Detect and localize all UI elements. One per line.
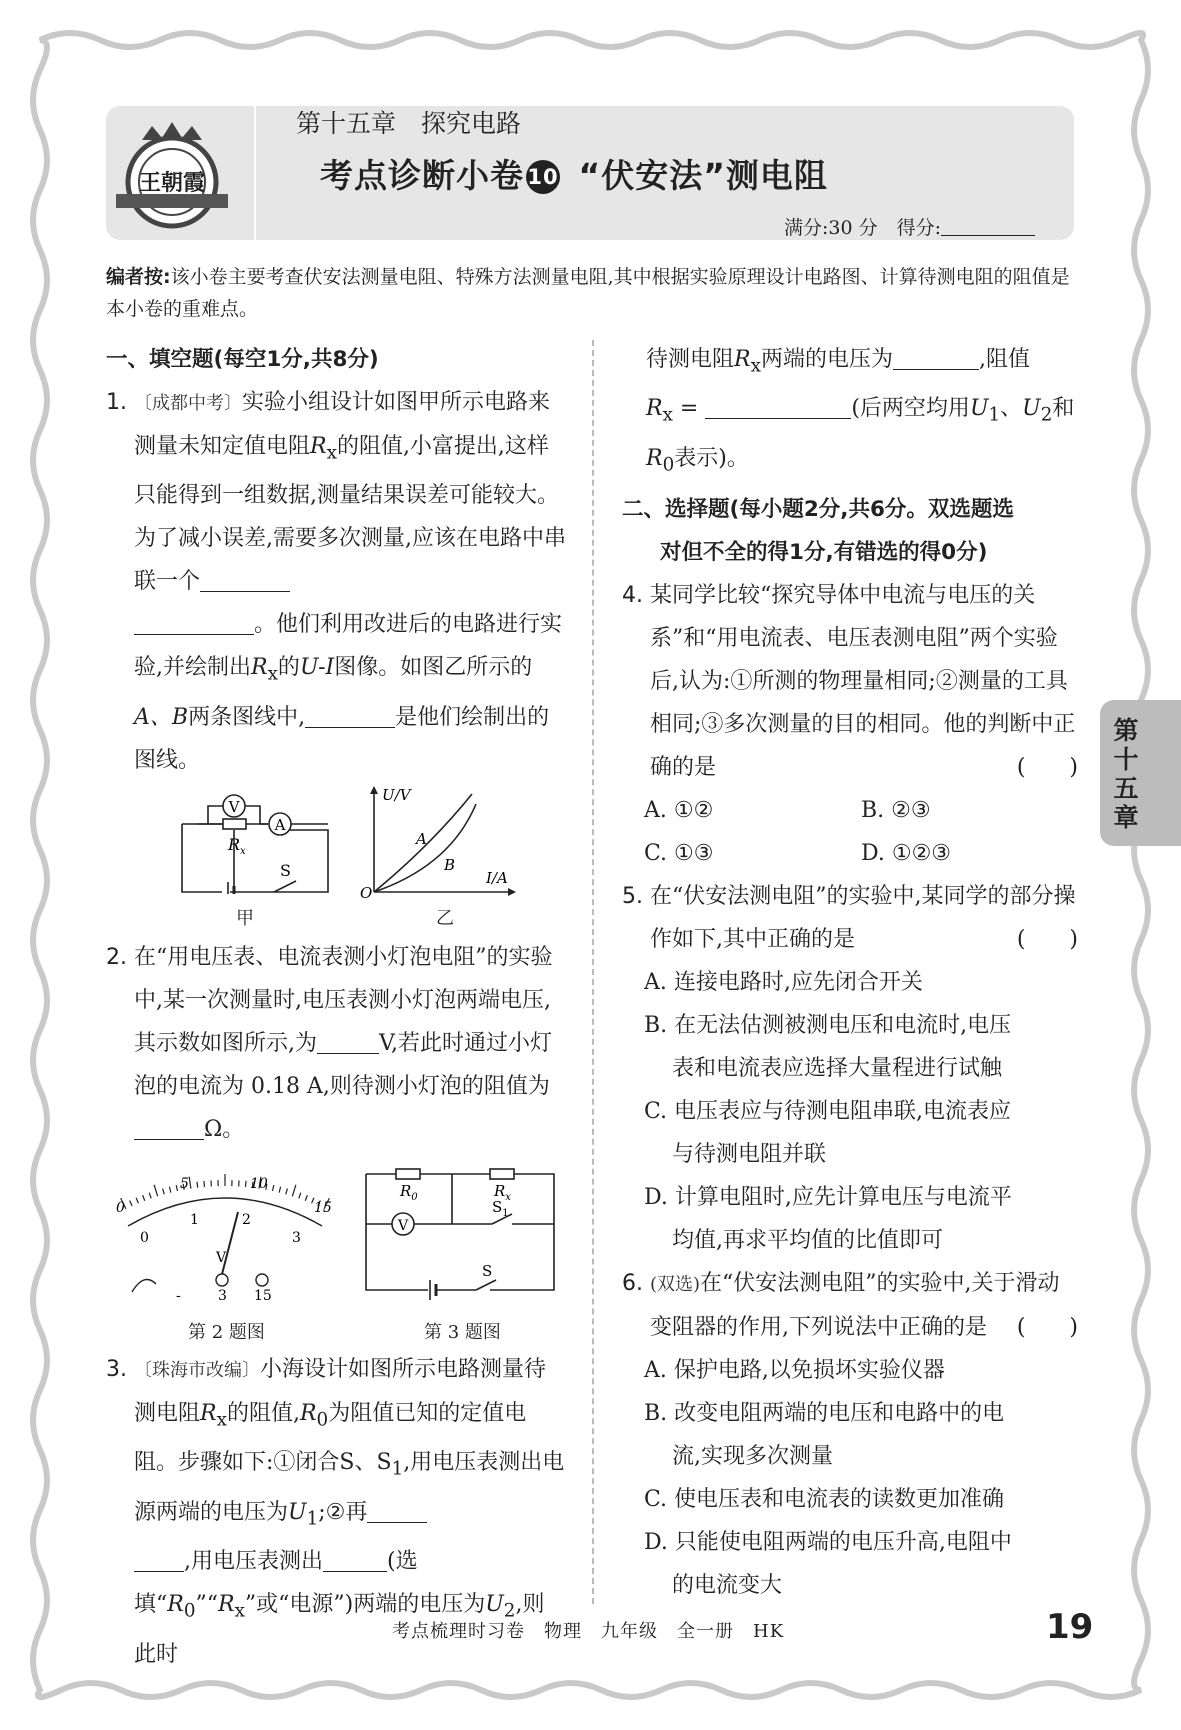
q1-caption-jia: 甲 — [236, 908, 254, 929]
q3-u2-sub: 2 — [503, 1600, 516, 1622]
yi-label-a: A — [416, 830, 427, 848]
q2-block — [106, 936, 566, 1151]
q1-ui: U-I — [299, 655, 335, 681]
q3c-r0: R — [646, 445, 663, 471]
editor-note-label: 编者按: — [106, 266, 171, 288]
q2-tick — [169, 1187, 170, 1193]
q2-tick — [189, 1177, 191, 1189]
q3-resistor-r0 — [396, 1169, 420, 1179]
q6-text — [650, 1262, 1078, 1349]
q2-scale-bottom-2: 2 — [242, 1212, 251, 1228]
yi-axis-u: U/V — [382, 786, 411, 804]
q1-t3: 。他们利用改进后的电路进行实验,并绘制出 — [134, 612, 563, 681]
score-line — [784, 213, 1035, 240]
q4-options-row2 — [622, 832, 1078, 875]
jia-voltmeter-label: V — [228, 798, 240, 816]
q2-tick — [163, 1189, 165, 1195]
q4-number: 4. — [622, 583, 643, 609]
q2-tick — [149, 1193, 151, 1199]
q2-needle — [220, 1212, 238, 1282]
q3c-rx-2: R — [646, 396, 663, 422]
q6-option-a[interactable]: A. 保护电路,以免损坏实验仪器 — [644, 1358, 945, 1384]
q3c-t2: 两端的电压为 — [760, 347, 893, 372]
q3-r-0-sub: 0 — [316, 1409, 329, 1431]
q2-number: 2. — [106, 945, 127, 970]
column-divider — [592, 340, 594, 1604]
q6-option-c[interactable]: C. 使电压表和电流表的读数更加准确 — [644, 1487, 1005, 1513]
q2-scale-arc — [128, 1198, 322, 1226]
q3-voltmeter-label: V — [397, 1218, 409, 1234]
q2-t1: 在“用电压表、电流表测小灯泡电阻”的实验中,某一次测量时,电压表测小灯泡两端电压,其示数如图所示,为 — [134, 945, 553, 1056]
q6-b1: B. 改变电阻两端的电压和电路中的电 — [644, 1401, 1005, 1427]
q2-tick — [292, 1185, 296, 1196]
q2-tick — [197, 1182, 198, 1188]
q6-stem: 在“伏安法测电阻”的实验中,关于滑动变阻器的作用,下列说法中正确的是 — [650, 1271, 1060, 1341]
q6-d1: D. 只能使电阻两端的电压升高,电阻中 — [644, 1530, 1012, 1556]
q2-t3: Ω。 — [204, 1117, 245, 1142]
q1-blank-2[interactable] — [305, 706, 395, 728]
q3-number: 3. — [106, 1357, 127, 1382]
q3-t7: (选填“ — [134, 1549, 418, 1618]
q3-t3: 为阻值已知的定值电阻。步骤如下:①闭合S、S — [134, 1401, 527, 1476]
q3-t2: 的阻值, — [226, 1401, 300, 1426]
q3-t1: 小海设计如图所示电路测量待测电阻 — [134, 1357, 547, 1426]
question-2 — [106, 936, 566, 1151]
yi-origin: O — [360, 884, 373, 898]
q3-resistor-rx — [490, 1169, 514, 1179]
q2-t2: V,若此时通过小灯泡的电流为 0.18 A,则待测小灯泡的阻值为 — [134, 1031, 553, 1099]
q3-t8: ”“ — [195, 1592, 218, 1618]
section1-title: 一、填空题(每空1分,共8分) — [106, 347, 379, 372]
logo-text: 王朝霞 — [138, 170, 206, 196]
q4-text — [650, 574, 1078, 789]
q2-terminal-label-minus: - — [176, 1288, 181, 1302]
q3-blank-4[interactable] — [705, 397, 851, 419]
q2-scale-top-15: 15 — [314, 1200, 332, 1216]
q3-u1: U — [288, 1499, 307, 1525]
q3c-u1: U — [969, 396, 989, 422]
yi-label-b: B — [444, 856, 456, 874]
q5-d1: D. 计算电阻时,应先计算电压与电流平 — [644, 1185, 1012, 1211]
yi-y-arrow — [370, 786, 378, 794]
q1-caption-yi: 乙 — [436, 908, 454, 929]
q4-option-d[interactable]: D. ①②③ — [861, 841, 952, 867]
q4-stem: 某同学比较“探究导体中电流与电压的关系”和“用电流表、电压表测电阻”两个实验后,认为:①所测的物理量相同;②测量的工具相同;③多次测量的目的相同。他的判断中正确的是 — [650, 583, 1076, 781]
jia-ammeter-label: A — [274, 816, 286, 834]
question-5 — [622, 875, 1078, 961]
q4-option-b[interactable]: B. ②③ — [861, 798, 931, 824]
q1-t7: 是他们绘制出的图线。 — [134, 704, 550, 773]
q2-tick — [286, 1189, 288, 1195]
q5-d2: 均值,再求平均值的比值即可 — [672, 1228, 943, 1254]
q6-number: 6. — [622, 1271, 643, 1297]
left-column — [106, 338, 566, 782]
q3-opt-r0-sub: 0 — [183, 1600, 196, 1622]
q2-terminal-label-15: 15 — [254, 1288, 272, 1302]
q2-tick — [154, 1185, 158, 1196]
q5-b2: 表和电流表应选择大量程进行试触 — [672, 1056, 1003, 1082]
q3c-t1: 待测电阻 — [646, 347, 735, 372]
q2-terminal-3 — [216, 1274, 228, 1286]
jia-switch-icon — [274, 881, 296, 892]
q3-t9: ”或“电源”)两端的电压为 — [244, 1592, 486, 1618]
q3c-t3: ,阻值 — [978, 347, 1030, 372]
q3-blank-3[interactable] — [893, 348, 979, 370]
q5-number: 5. — [622, 884, 643, 910]
q3-source: 〔珠海市改编〕 — [134, 1360, 260, 1381]
q2-terminal-15 — [256, 1274, 268, 1286]
q1-rx: R — [310, 434, 327, 459]
page-number: 19 — [1046, 1607, 1094, 1647]
q3-r-x: R — [200, 1401, 217, 1426]
logo-ribbon — [116, 194, 228, 208]
q3c-u1-sub: 1 — [988, 404, 1001, 426]
score-blank[interactable] — [941, 218, 1035, 236]
q2-tick — [136, 1198, 138, 1204]
q1-text — [134, 381, 566, 782]
q2-tick — [279, 1187, 280, 1193]
yi-x-arrow — [508, 888, 516, 896]
question-1 — [106, 381, 566, 782]
q3c-t4: = — [672, 396, 706, 422]
q3-wire-outer — [366, 1174, 554, 1290]
q1-rx-sub: x — [326, 442, 337, 464]
q3-label-s1: $S_1$ — [492, 1198, 509, 1219]
section2-line2: 对但不全的得1分,有错选的得0分) — [660, 540, 988, 566]
q3-u2: U — [485, 1592, 504, 1618]
q2-tick — [305, 1195, 307, 1201]
q1-t4: 的 — [277, 655, 300, 681]
q6-option-d[interactable] — [622, 1521, 1078, 1607]
q3-s1-sub: 1 — [391, 1458, 404, 1480]
q2-scale-top-0: 0 — [116, 1200, 125, 1216]
q3-continued — [622, 338, 1078, 486]
q3-blank-2[interactable] — [323, 1550, 387, 1572]
q2-scale-bottom-1: 1 — [190, 1212, 199, 1228]
q3c-t6: 、 — [1000, 396, 1023, 422]
q1-blank-1a[interactable] — [200, 570, 290, 592]
q3c-u2: U — [1022, 396, 1041, 422]
q2-terminal-minus — [132, 1280, 156, 1293]
q3c-t7: 和 — [1052, 396, 1075, 422]
jia-resistor-label: $R_x$ — [228, 835, 246, 857]
q2-tick — [130, 1200, 132, 1205]
q1-rx-2: R — [251, 655, 268, 681]
q2-caption: 第 2 题图 — [188, 1322, 265, 1343]
q1-rx-sub-2: x — [267, 663, 278, 685]
q3c-t8: 表示)。 — [674, 445, 749, 471]
quiz-number-badge: 10 — [526, 160, 560, 194]
quiz-title-suffix: “伏安法”测电阻 — [578, 156, 828, 195]
q3-r-0: R — [299, 1401, 317, 1426]
q3-opt-rx-sub: x — [234, 1600, 245, 1622]
q2-blank-1[interactable] — [317, 1032, 379, 1054]
q2-scale-top-5: 5 — [180, 1176, 189, 1192]
q1-figure-yi — [360, 786, 520, 898]
q2-scale-bottom-0: 0 — [140, 1230, 149, 1246]
q1-blank-1b[interactable] — [134, 613, 254, 635]
q2-tick — [245, 1181, 246, 1187]
right-column — [622, 338, 1078, 1607]
header-divider — [254, 106, 256, 240]
q6-tag: (双选) — [650, 1274, 701, 1296]
question-6 — [622, 1262, 1078, 1349]
q3-caption: 第 3 题图 — [424, 1322, 501, 1343]
q3c-rx-sub-2: x — [662, 404, 673, 426]
q3-u1-sub: 1 — [306, 1508, 319, 1530]
q6-answer-paren[interactable]: ( ) — [1016, 1315, 1078, 1341]
q5-option-d[interactable] — [622, 1176, 1078, 1262]
q2-voltmeter-figure — [112, 1172, 338, 1302]
q2-text — [134, 936, 566, 1151]
q1-t6: 两条图线中, — [188, 704, 306, 730]
q3c-rx: R — [734, 347, 751, 372]
q3-t10: ,则此时 — [134, 1592, 545, 1667]
footer-text: 考点梳理时习卷 物理 九年级 全一册 HK — [392, 1621, 785, 1642]
q2-tick — [143, 1195, 145, 1201]
q3-t6: ,用电压表测出 — [184, 1549, 323, 1575]
score-label: 满分:30 分 得分: — [784, 217, 942, 239]
q3c-r0-sub: 0 — [662, 454, 675, 476]
q2-unit: V — [216, 1250, 227, 1266]
q3-opt-r0: R — [167, 1592, 184, 1618]
q6-b2: 流,实现多次测量 — [672, 1444, 833, 1470]
jia-wire — [182, 824, 328, 892]
q3-opt-rx: R — [218, 1592, 235, 1618]
q3-switch-s-icon — [476, 1280, 496, 1290]
editor-note — [106, 261, 1078, 325]
q2-scale-bottom-3: 3 — [292, 1230, 301, 1246]
jia-switch-label: S — [280, 861, 291, 880]
chapter-side-tab-text: 第十五章 — [1113, 716, 1139, 832]
q2-ticks — [121, 1174, 330, 1209]
q5-option-b[interactable] — [622, 1004, 1078, 1090]
q3c-rx-sub: x — [750, 355, 761, 377]
editor-note-text: 该小卷主要考查伏安法测量电阻、特殊方法测量电阻,其中根据实验原理设计电路图、计算待测电阻的阻值是本小卷的重难点。 — [106, 266, 1070, 320]
q2-tick — [299, 1193, 301, 1199]
quiz-title — [320, 150, 828, 197]
q3c-t5: (后两空均用 — [851, 396, 970, 422]
q3c-u2-sub: 2 — [1040, 404, 1053, 426]
q6-option-b[interactable] — [622, 1392, 1078, 1478]
logo-seal — [112, 112, 232, 234]
q2-scale-top-10: 10 — [250, 1176, 268, 1192]
q3-label-rx: $R_x$ — [494, 1182, 511, 1203]
q5-c1: C. 电压表应与待测电阻串联,电流表应 — [644, 1099, 1012, 1125]
q3-t5: ;②再 — [318, 1499, 368, 1525]
q5-b1: B. 在无法估测被测电压和电流时,电压 — [644, 1013, 1012, 1039]
q3-blank-1a[interactable] — [367, 1501, 427, 1523]
q3-t4: ,用电压表测出电源两端的电压为 — [134, 1450, 565, 1525]
q1-figure-jia — [178, 786, 338, 894]
q1-t2: 的阻值,小富提出,这样只能得到一组数据,测量结果误差可能较大。为了减小误差,需要多次测量,应该在电路中串联一个 — [134, 434, 566, 595]
q6-d2: 的电流变大 — [672, 1573, 783, 1599]
section2-title — [622, 488, 1078, 574]
q1-ab: A、B — [134, 704, 189, 730]
q2-tick — [273, 1185, 274, 1191]
q5-answer-paren[interactable]: ( ) — [1016, 927, 1078, 953]
q5-text — [650, 875, 1078, 961]
q3-label-s: S — [482, 1262, 493, 1280]
q4-answer-paren[interactable]: ( ) — [1016, 755, 1078, 781]
q1-source: 〔成都中考〕 — [134, 393, 242, 414]
q5-c2: 与待测电阻并联 — [672, 1142, 827, 1168]
q1-number: 1. — [106, 390, 127, 415]
q1-t5: 图像。如图乙所示的 — [334, 655, 533, 681]
question-4 — [622, 574, 1078, 789]
q4-option-a[interactable]: A. ①② — [644, 798, 714, 824]
q2-tick — [176, 1185, 177, 1191]
q5-option-c[interactable] — [622, 1090, 1078, 1176]
q3-label-r0: $R_0$ — [400, 1182, 418, 1203]
q2-blank-2[interactable] — [134, 1118, 204, 1140]
yi-axis-i: I/A — [486, 869, 508, 887]
q5-option-a[interactable]: A. 连接电路时,应先闭合开关 — [644, 970, 923, 996]
jia-resistor — [223, 819, 246, 829]
q4-option-c[interactable]: C. ①③ — [644, 841, 714, 867]
q5-stem: 在“伏安法测电阻”的实验中,某同学的部分操作如下,其中正确的是 — [650, 884, 1076, 953]
chapter-label: 第十五章 探究电路 — [296, 109, 522, 138]
q2-tick — [204, 1181, 205, 1187]
q3-blank-1b[interactable] — [134, 1550, 184, 1572]
section2-line1: 二、选择题(每小题2分,共6分。双选题选 — [622, 497, 1014, 523]
q1-t1: 实验小组设计如图甲所示电路来测量未知定值电阻 — [134, 390, 551, 459]
q3-circuit-figure — [362, 1162, 558, 1302]
q4-options-row1 — [622, 789, 1078, 832]
q3-r-x-sub: x — [216, 1409, 227, 1431]
q2-terminal-label-3: 3 — [218, 1288, 227, 1302]
quiz-title-prefix: 考点诊断小卷 — [320, 156, 524, 195]
